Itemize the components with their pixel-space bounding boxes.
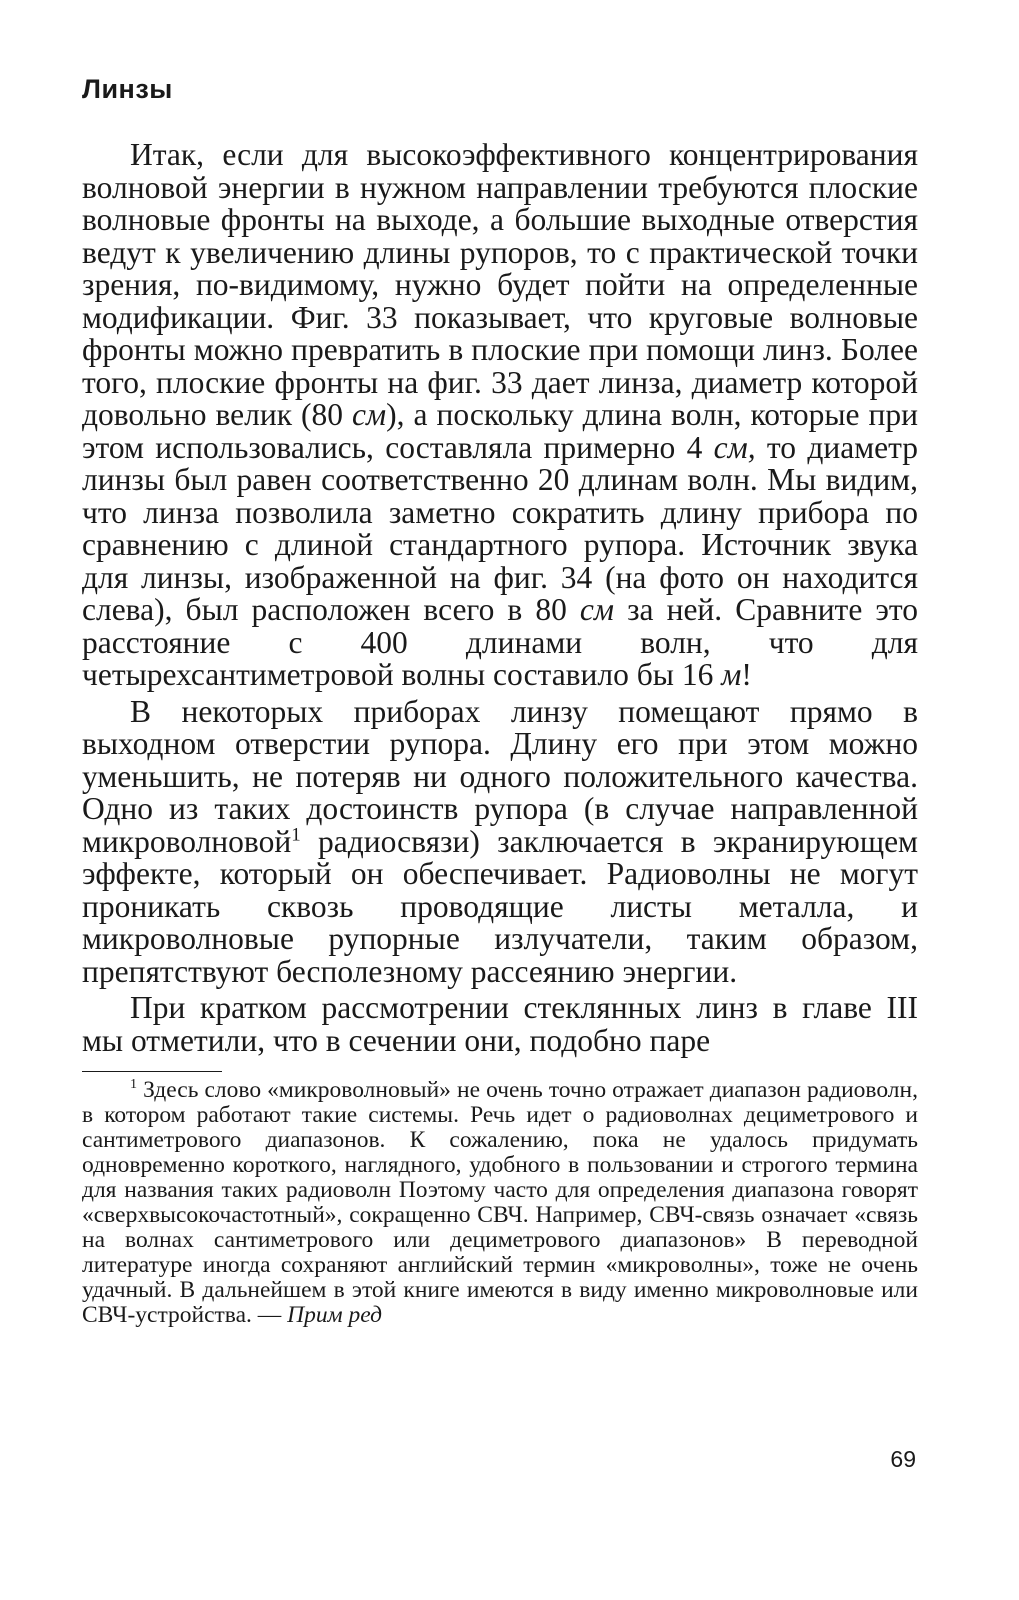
text-run: ! <box>741 657 752 692</box>
footnote-divider <box>82 1071 222 1072</box>
text-run: то диаметр линзы был равен соответственно 20 длинам волн. Мы видим, что линза позволила заметно сократить длину прибора по сравнению с длиной стандартного рупора. Источник звука для линзы, изображенной на фиг. 34 (на фото он находится слева), был расположен всего в 80 <box>82 429 919 627</box>
text-run: В некоторых приборах линзу помещают прямо в выходном отверстии рупора. Длину его при этом можно уменьшить, не потеряв ни одного положительного качества. Одно из таких достоинств рупора (в случае направленной микроволновой <box>82 693 918 859</box>
footnote-ref: 1 <box>291 824 301 845</box>
paragraph-1 <box>82 139 918 692</box>
text-run: При кратком рассмотрении стеклянных линз в главе III мы отметили, что в сечении они, подобно паре <box>82 990 918 1058</box>
italic-unit: см, <box>713 429 756 465</box>
footnote-text: Здесь слово «микроволновый» не очень точно отражает диапазон радиоволн, в котором работают такие системы. Речь идет о радиоволнах дециметрового и сантиметрового диапазонов. К сожалению, пока не удалось придумать одновременно короткого, наглядного, удобного в пользовании и строгого термина для названия таких радиоволн Поэтому часто для определения диапазона говорят «сверхвысокочастотный», сокращенно СВЧ. Например, СВЧ-связь означает «связь на волнах сантиметрового или дециметрового диапазонов» В переводной литературе иногда сохраняют английский термин «микроволны», тоже не очень удачный. В дальнейшем в этой книге имеются в виду именно микроволновые или СВЧ-устройства. — <box>82 1077 918 1328</box>
paragraph-3 <box>82 992 918 1057</box>
section-heading: Линзы <box>82 74 173 104</box>
paragraph-2 <box>82 693 918 989</box>
page-number: 69 <box>890 1446 916 1472</box>
italic-unit: см <box>352 397 387 432</box>
italic-unit: м <box>721 657 742 692</box>
text-run: за ней. Сравните это расстояние с 400 длинами волн, что для четырехсантиметровой волны составило бы 16 <box>82 592 919 692</box>
book-page <box>82 60 918 1328</box>
footnote <box>82 1078 918 1328</box>
footnote-marker: 1 <box>130 1076 138 1093</box>
italic-unit: см <box>579 592 615 627</box>
text-run: ), а поскольку длина волн, которые при этом использовались, составляла примерно 4 <box>82 397 918 465</box>
footnote-attribution: Прим ред <box>287 1302 382 1328</box>
text-run: радиосвязи) заключается в экранирующем эффекте, который он обеспечивает. Радиоволны не могут проникать сквозь проводящие листы металла, и микроволновые рупорные излучатели, таким образом, препятствуют бесполезному рассеянию энергии. <box>82 823 918 989</box>
text-run: Итак, если для высокоэффективного концентрирования волновой энергии в нужном направлении требуются плоские волновые фронты на выходе, а большие выходные отверстия ведут к увеличению длины рупоров, то с практической точки зрения, по-видимому, нужно будет пойти на определенные модификации. Фиг. 33 показывает, что круговые волновые фронты можно превратить в плоские при помощи линз. Более того, плоские фронты на фиг. 33 дает линза, диаметр которой довольно велик (80 <box>82 137 918 432</box>
